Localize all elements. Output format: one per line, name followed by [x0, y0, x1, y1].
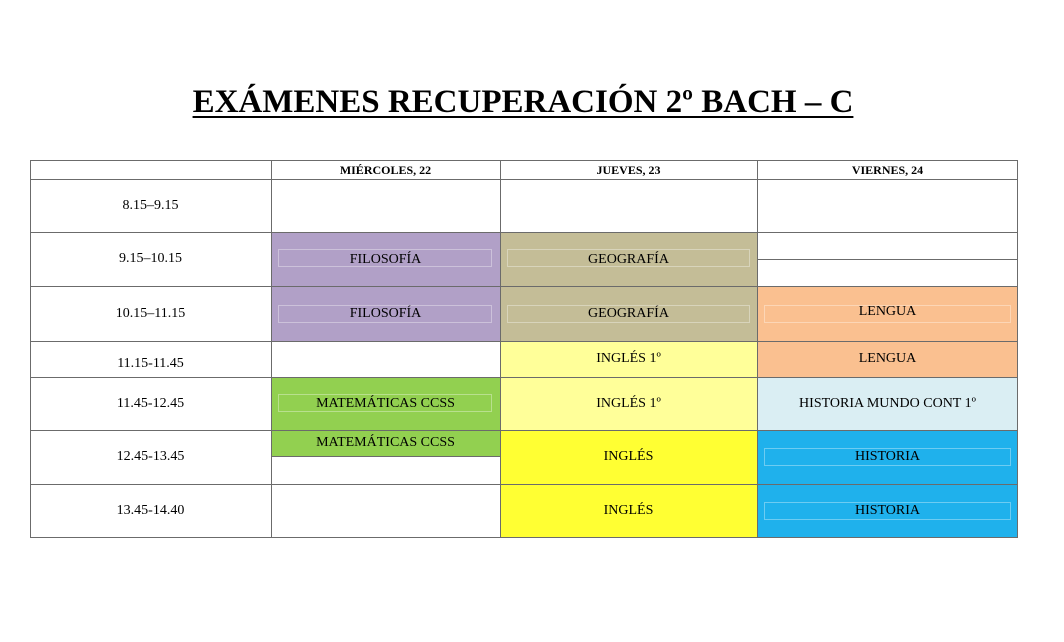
grid-line [30, 232, 1018, 233]
time-slot: 11.15-11.45 [117, 355, 184, 371]
exam-label: INGLÉS 1º [596, 395, 661, 411]
exam-label: INGLÉS 1º [596, 351, 661, 366]
grid-line [271, 160, 272, 538]
exam-cell-filosofia [271, 286, 500, 341]
exam-label: INGLÉS [603, 503, 654, 518]
exam-cell-geografia [500, 286, 757, 341]
time-slot: 8.15–9.15 [122, 197, 179, 213]
time-slot: 11.45-12.45 [116, 395, 185, 411]
exam-label: MATEMÁTICAS CCSS [316, 435, 455, 450]
exam-cell-lengua [757, 286, 1018, 341]
grid-line [757, 160, 758, 538]
exam-label: LENGUA [858, 304, 917, 319]
exam-cell-historia-mundo [757, 377, 1018, 430]
exam-cell-matematicas-ccss [271, 377, 500, 430]
day-header: VIERNES, 24 [851, 163, 924, 177]
time-slot: 13.45-14.40 [116, 503, 185, 518]
table-border [30, 537, 1018, 538]
table-border [30, 160, 1018, 161]
exam-label: MATEMÁTICAS CCSS [316, 395, 455, 411]
exam-cell-lengua [757, 341, 1018, 377]
exam-label: HISTORIA [854, 449, 921, 464]
grid-line [757, 259, 1018, 260]
exam-label: HISTORIA MUNDO CONT 1º [799, 395, 976, 411]
grid-line [30, 341, 1018, 342]
grid-line [30, 179, 1018, 180]
exam-label: GEOGRAFÍA [588, 252, 669, 267]
exam-timetable [30, 160, 1018, 538]
time-slot: 10.15–11.15 [115, 305, 186, 321]
grid-line [30, 484, 1018, 485]
grid-line [271, 456, 500, 457]
grid-line [30, 286, 1018, 287]
exam-label: GEOGRAFÍA [588, 305, 669, 321]
grid-line [30, 430, 1018, 431]
exam-cell-ingles-1 [500, 377, 757, 430]
exam-label: FILOSOFÍA [349, 252, 422, 267]
exam-cell-geografia [500, 232, 757, 288]
table-border [30, 160, 31, 538]
exam-label: INGLÉS [603, 449, 654, 464]
day-header: MIÉRCOLES, 22 [339, 163, 432, 177]
exam-label: HISTORIA [854, 503, 921, 518]
exam-label: LENGUA [858, 351, 917, 366]
exam-label: FILOSOFÍA [349, 305, 422, 321]
grid-line [30, 377, 1018, 378]
page-title: EXÁMENES RECUPERACIÓN 2º BACH – C [192, 84, 854, 120]
exam-cell-historia [757, 430, 1018, 484]
exam-cell-ingles-1 [500, 341, 757, 377]
exam-cell-matematicas-ccss [271, 430, 500, 456]
time-slot: 9.15–10.15 [119, 251, 182, 266]
day-header: JUEVES, 23 [596, 163, 661, 177]
exam-cell-filosofia [271, 232, 500, 288]
time-slot: 12.45-13.45 [116, 449, 185, 464]
exam-cell-historia [757, 484, 1018, 538]
exam-cell-ingles [500, 430, 757, 484]
exam-cell-ingles [500, 484, 757, 538]
grid-line [500, 160, 501, 538]
table-border [1017, 160, 1018, 538]
